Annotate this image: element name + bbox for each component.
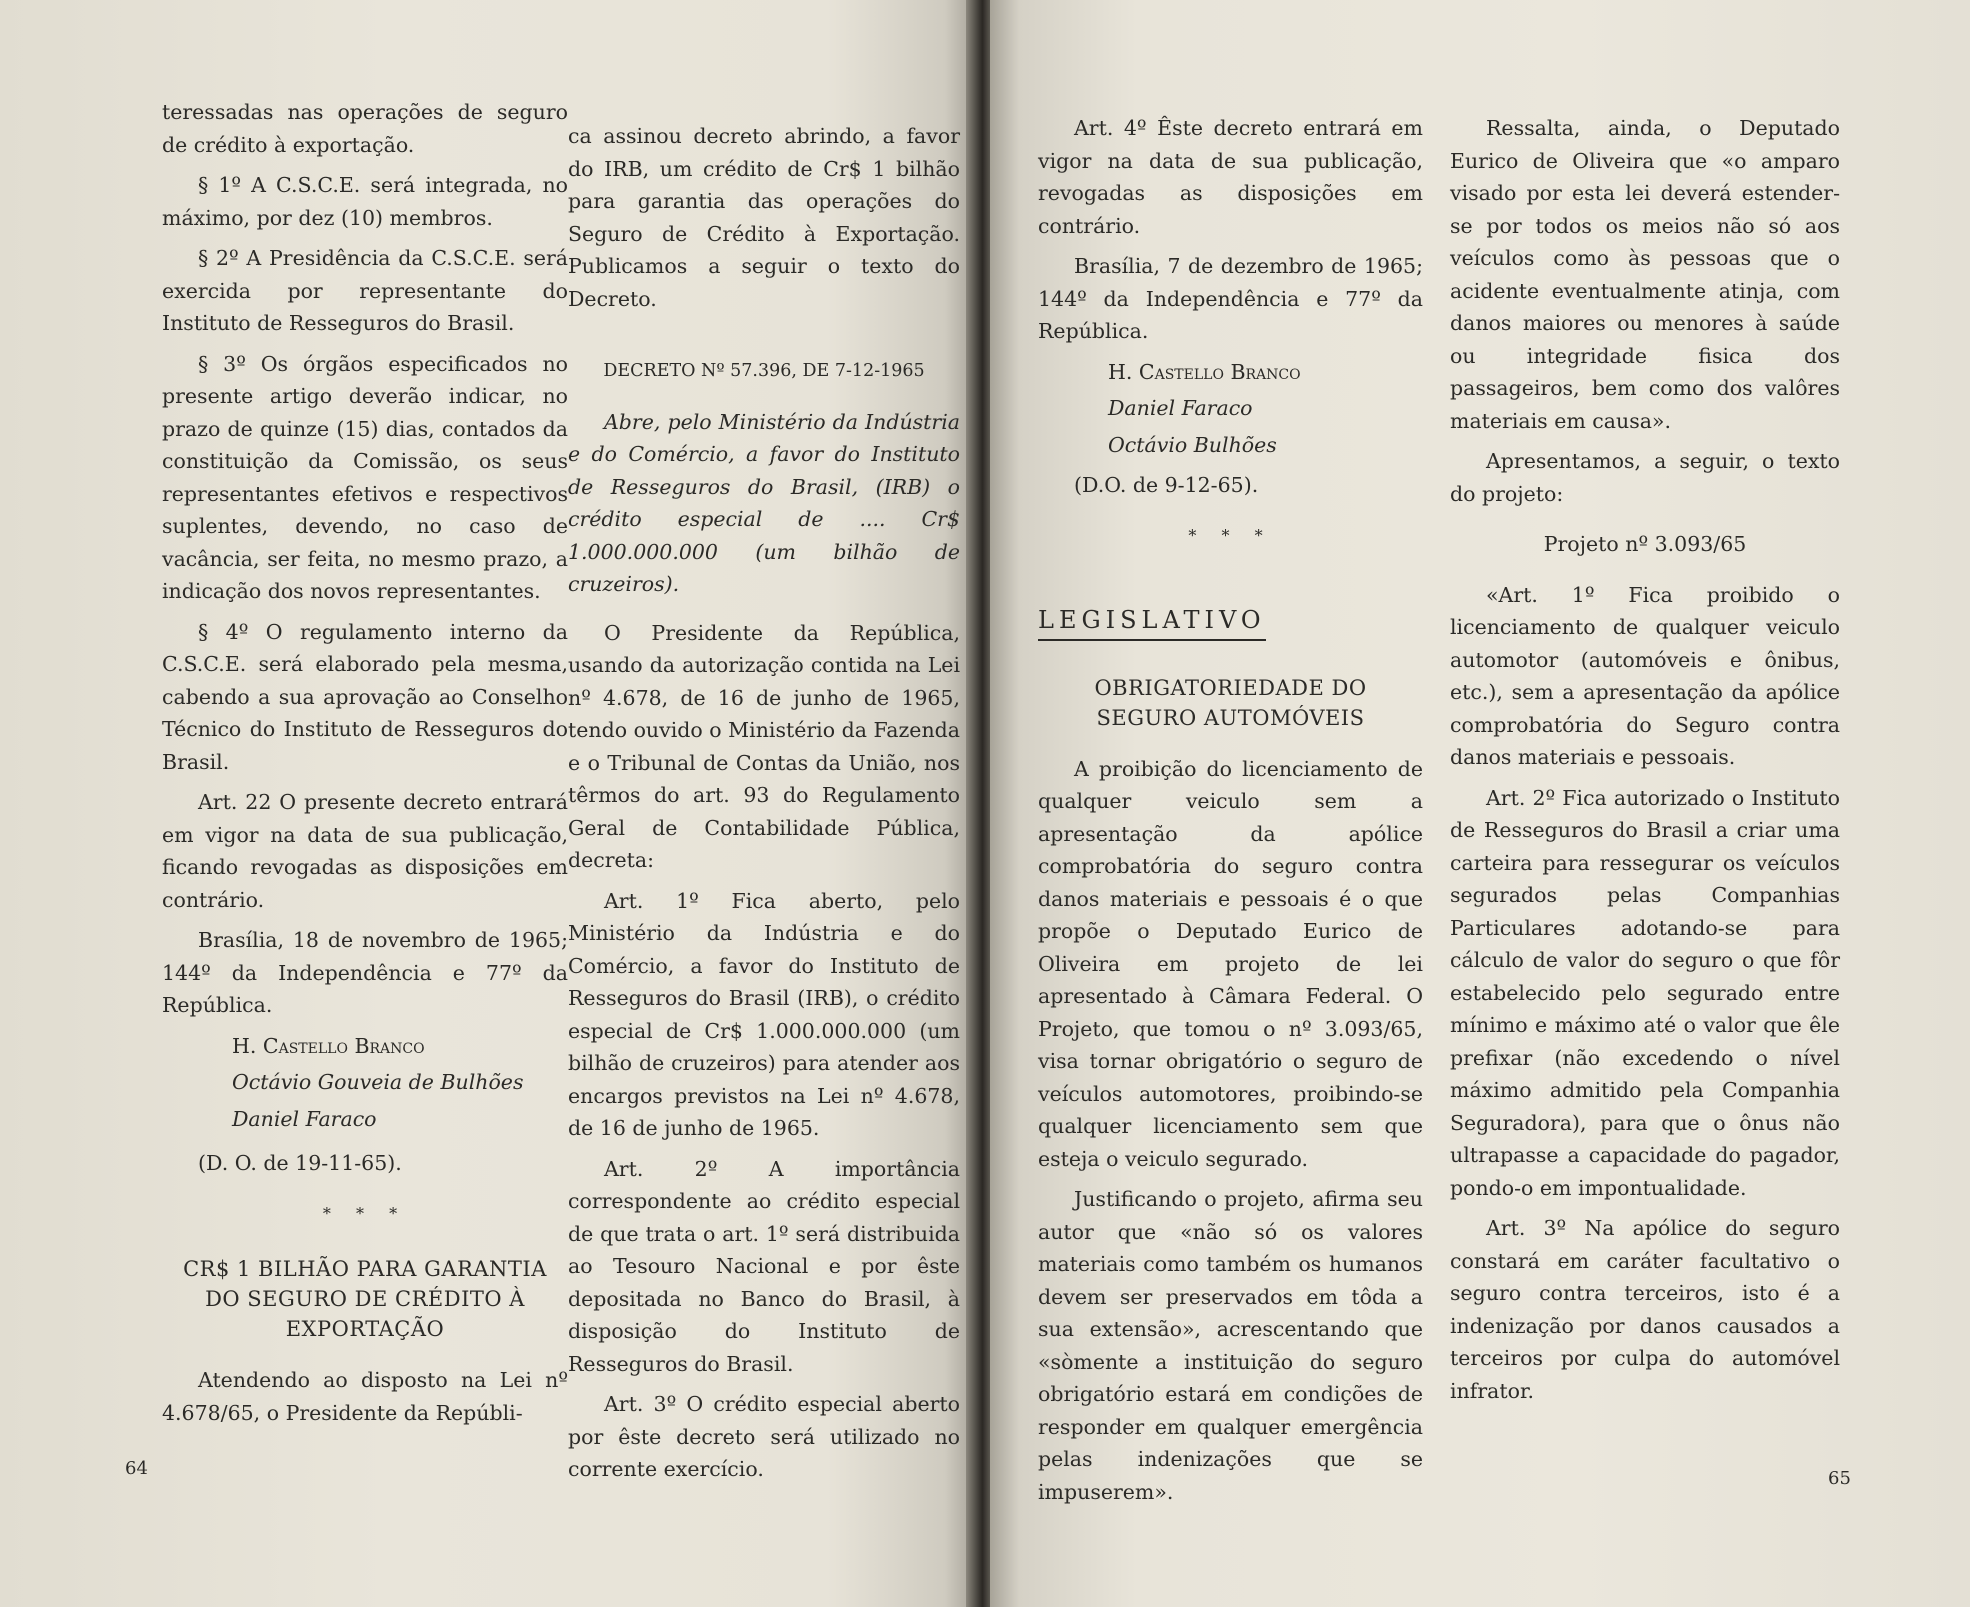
- paragraph: Brasília, 7 de dezembro de 1965; 144º da Independência e 77º da República.: [1038, 254, 1423, 343]
- page-number: 64: [125, 1458, 148, 1479]
- paragraph: § 4º O regulamento interno da C.S.C.E. será elaborado pela mesma, cabendo a sua aprovação ao Conselho Técnico do Instituto de Resseguros do Brasil.: [162, 619, 568, 774]
- paragraph: O Presidente da República, usando da autorização contida na Lei nº 4.678, de 16 de junho de 1965, tendo ouvido o Ministério da Fazenda e o Tribunal de Contas da União, nos têrmos do art. 93 do Regulamento Geral de Contabilidade Pública, decreta:: [568, 620, 960, 872]
- decree-summary: Abre, pelo Ministério da Indústria e do Comércio, a favor do Instituto de Resseguros do Brasil, (IRB) o crédito especial de .... Cr$ 1.000.000.000 (um bilhão de cruzeiros).: [568, 409, 960, 596]
- project-title: Projeto nº 3.093/65: [1543, 532, 1747, 556]
- right-column-3: [1038, 112, 1423, 1516]
- right-column-4: [1450, 112, 1840, 1415]
- paragraph: Art. 1º Fica aberto, pelo Ministério da Indústria e do Comércio, a favor do Instituto de Resseguros do Brasil (IRB), o crédito especial de Cr$ 1.000.000.000 (um bilhão de cruzeiros) para atender aos encargos previstos na Lei nº 4.678, de 16 de junho de 1965.: [568, 888, 960, 1140]
- paragraph: Art. 2º Fica autorizado o Instituto de Resseguros do Brasil a criar uma carteira para ressegurar os veículos segurados pelas Companhias Particulares adotando-se para cálculo de valor do seguro o que fôr estabelecido pelo segurado entre mínimo e máximo até o valor que êle prefixar (não excedendo o nível máximo admitido pela Companhia Seguradora), para que o ônus não ultrapasse a capacidade do pagador, pondo-o em impontualidade.: [1450, 785, 1840, 1200]
- paragraph: § 2º A Presidência da C.S.C.E. será exercida por representante do Instituto de Resseguros do Brasil.: [162, 246, 568, 335]
- paragraph: ca assinou decreto abrindo, a favor do IRB, um crédito de Cr$ 1 bilhão para garantia das operações do Seguro de Crédito à Exportação. Publicamos a seguir o texto do Decreto.: [568, 124, 960, 311]
- signature-name: Octávio Gouveia de Bulhões: [232, 1070, 524, 1094]
- paragraph: § 3º Os órgãos especificados no presente artigo deverão indicar, no prazo de quinze (15) dias, contados da constituição da Comissão, os seus representantes efetivos e respectivos suplentes, devendo, no caso de vacância, ser feita, no mesmo prazo, a indicação dos novos representantes.: [162, 351, 568, 603]
- signature-name: Daniel Faraco: [1108, 396, 1253, 420]
- paragraph: Art. 2º A importância correspondente ao crédito especial de que trata o art. 1º será distribuida ao Tesouro Nacional e por êste depositada no Banco do Brasil, à disposição do Instituto de Resseguros do Brasil.: [568, 1156, 960, 1376]
- signature-name: Daniel Faraco: [232, 1106, 377, 1131]
- paragraph: Brasília, 18 de novembro de 1965; 144º da Independência e 77º da República.: [162, 928, 568, 1017]
- section-divider: * * *: [322, 1203, 408, 1223]
- paragraph: Justificando o projeto, afirma seu autor que «não só os valores materiais como também os humanos devem ser preservados em tôda a sua extensão», acrescentando que «sòmente a instituição do seguro obrigatório estará em condições de responder em qualquer emergência pelas indenizações que se impuserem».: [1038, 1187, 1423, 1504]
- signature-name: H. Castello Branco: [1108, 359, 1301, 384]
- signature-name: H. Castello Branco: [232, 1033, 425, 1058]
- left-column-2: [568, 120, 960, 1494]
- paragraph: Apresentamos, a seguir, o texto do projeto:: [1450, 449, 1840, 506]
- paragraph: A proibição do licenciamento de qualquer veiculo sem a apresentação da apólice comprobatória do seguro contra danos materiais e pessoais é o que propõe o Deputado Eurico de Oliveira em projeto de lei apresentado à Câmara Federal. O Projeto, que tomou o nº 3.093/65, visa tornar obrigatório o seguro de veículos automotores, proibindo-se qualquer licenciamento sem que esteja o veiculo segurado.: [1038, 756, 1423, 1171]
- signature-name: Octávio Bulhões: [1108, 432, 1277, 457]
- article-heading: CR$ 1 BILHÃO PARA GARANTIA DO SEGURO DE CRÉDITO À EXPORTAÇÃO: [183, 1257, 547, 1341]
- paragraph: Atendendo ao disposto na Lei nº 4.678/65, o Presidente da Repúbli-: [162, 1368, 568, 1425]
- section-label: LEGISLATIVO: [1038, 604, 1266, 641]
- paragraph: Art. 3º O crédito especial aberto por êste decreto será utilizado no corrente exercício.: [568, 1392, 960, 1481]
- decree-title: DECRETO Nº 57.396, DE 7-12-1965: [603, 361, 925, 381]
- paragraph: Art. 4º Êste decreto entrará em vigor na data de sua publicação, revogadas as disposições em contrário.: [1038, 116, 1423, 238]
- section-divider: * * *: [1188, 525, 1273, 545]
- paragraph: § 1º A C.S.C.E. será integrada, no máximo, por dez (10) membros.: [162, 173, 568, 230]
- article-heading: OBRIGATORIEDADE DO SEGURO AUTOMÓVEIS: [1094, 675, 1367, 730]
- paragraph: Art. 3º Na apólice do seguro constará em caráter facultativo o seguro contra terceiros, isto é a indenização por danos causados a terceiros por culpa do automóvel infrator.: [1450, 1216, 1840, 1403]
- paragraph: Art. 22 O presente decreto entrará em vigor na data de sua publicação, ficando revogadas as disposições em contrário.: [162, 790, 568, 912]
- left-column-1: [162, 96, 568, 1437]
- paragraph: Ressalta, ainda, o Deputado Eurico de Oliveira que «o amparo visado por esta lei deverá estender-se por todos os meios não só aos veículos como às pessoas que o acidente eventualmente atinja, com danos maiores ou menores à saúde ou integridade fisica dos passageiros, bem como dos valôres materiais em causa».: [1450, 116, 1840, 433]
- paragraph: «Art. 1º Fica proibido o licenciamento de qualquer veiculo automotor (automóveis e ônibus, etc.), sem a apresentação da apólice comprobatória do Seguro contra danos materiais e pessoais.: [1450, 582, 1840, 769]
- left-page: [0, 0, 974, 1607]
- source-citation: (D.O. de 9-12-65).: [1074, 473, 1259, 497]
- page-number: 65: [1828, 1468, 1851, 1489]
- paragraph: teressadas nas operações de seguro de crédito à exportação.: [162, 100, 568, 157]
- right-page: [990, 0, 1970, 1607]
- source-citation: (D. O. de 19-11-65).: [198, 1151, 402, 1175]
